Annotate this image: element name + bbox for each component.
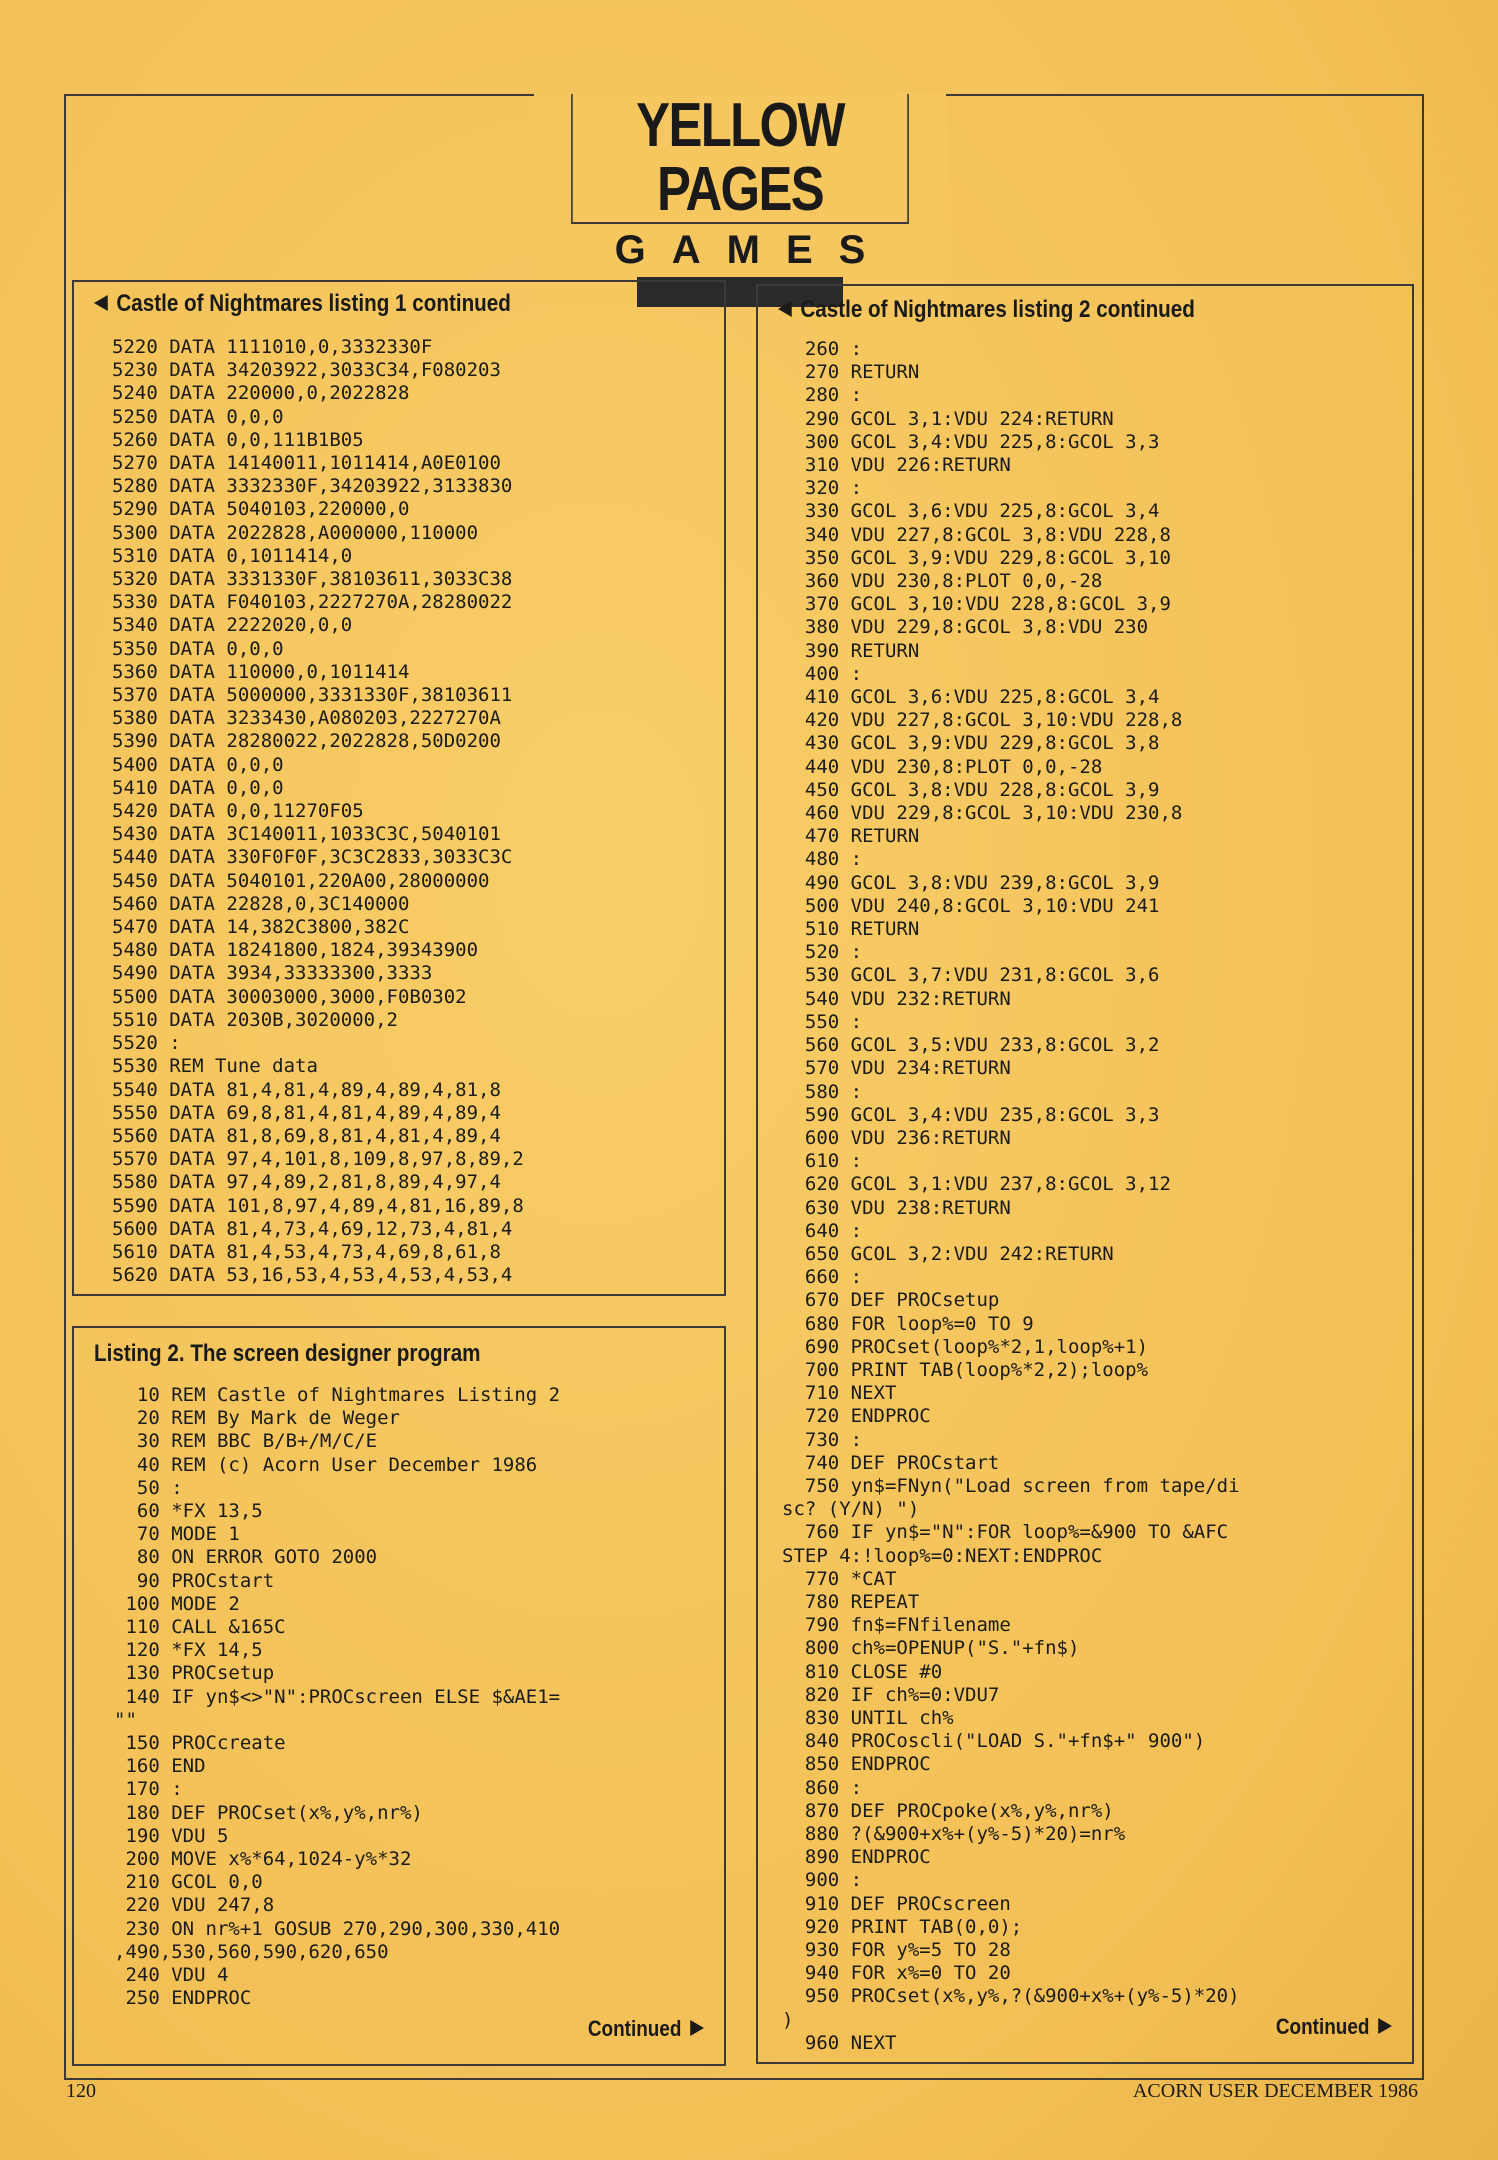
code-line: 780 REPEAT — [782, 1590, 920, 1613]
code-line: 920 PRINT TAB(0,0); — [782, 1915, 1023, 1938]
code-line: 820 IF ch%=0:VDU7 — [782, 1683, 1000, 1706]
code-line: 620 GCOL 3,1:VDU 237,8:GCOL 3,12 — [782, 1173, 1171, 1196]
code-line: 890 ENDPROC — [782, 1846, 931, 1869]
code-line: 420 VDU 227,8:GCOL 3,10:VDU 228,8 — [782, 709, 1183, 732]
code-line: 70 MODE 1 — [114, 1523, 240, 1546]
code-line: 930 FOR y%=5 TO 28 — [782, 1939, 1011, 1962]
code-line: 10 REM Castle of Nightmares Listing 2 — [114, 1384, 561, 1406]
code-line: 330 GCOL 3,6:VDU 225,8:GCOL 3,4 — [782, 500, 1160, 523]
code-line: 440 VDU 230,8:PLOT 0,0,-28 — [782, 755, 1103, 778]
code-line: 5310 DATA 0,1011414,0 — [112, 544, 353, 567]
code-line: 750 yn$=FNyn("Load screen from tape/di — [782, 1474, 1240, 1497]
code-line: 520 : — [782, 941, 863, 964]
code-line: 500 VDU 240,8:GCOL 3,10:VDU 241 — [782, 894, 1160, 917]
code-line: 5370 DATA 5000000,3331330F,38103611 — [112, 684, 513, 707]
code-line: 5270 DATA 14140011,1011414,A0E0100 — [112, 452, 501, 475]
code-line: 5260 DATA 0,0,111B1B05 — [112, 428, 364, 451]
listing3-title — [778, 296, 1195, 324]
code-line: 590 GCOL 3,4:VDU 235,8:GCOL 3,3 — [782, 1103, 1160, 1126]
code-line: 220 VDU 247,8 — [114, 1894, 275, 1917]
code-line: 640 : — [782, 1219, 863, 1242]
code-line: 530 GCOL 3,7:VDU 231,8:GCOL 3,6 — [782, 964, 1160, 987]
code-line: 610 : — [782, 1150, 863, 1173]
code-line: 860 : — [782, 1776, 863, 1799]
code-line: 300 GCOL 3,4:VDU 225,8:GCOL 3,3 — [782, 430, 1160, 453]
arrow-left-icon — [778, 301, 792, 317]
code-line: 740 DEF PROCstart — [782, 1451, 1000, 1474]
code-line: 230 ON nr%+1 GOSUB 270,290,300,330,410 — [114, 1917, 561, 1940]
code-line: 5380 DATA 3233430,A080203,2227270A — [112, 707, 501, 730]
code-line: 320 : — [782, 477, 863, 500]
code-line: 400 : — [782, 662, 863, 685]
code-line: 5550 DATA 69,8,81,4,81,4,89,4,89,4 — [112, 1101, 501, 1124]
code-line: 190 VDU 5 — [114, 1824, 229, 1847]
code-line: 700 PRINT TAB(loop%*2,2);loop% — [782, 1358, 1149, 1381]
code-line: 880 ?(&900+x%+(y%-5)*20)=nr% — [782, 1823, 1126, 1845]
code-line: 5610 DATA 81,4,53,4,73,4,69,8,61,8 — [112, 1240, 501, 1263]
code-line: 940 FOR x%=0 TO 20 — [782, 1962, 1011, 1985]
code-line: sc? (Y/N) ") — [782, 1498, 920, 1521]
code-line: 270 RETURN — [782, 361, 920, 384]
code-line: ,490,530,560,590,620,650 — [114, 1940, 389, 1963]
code-line: 5280 DATA 3332330F,34203922,3133830 — [112, 475, 513, 498]
code-line: 830 UNTIL ch% — [782, 1706, 954, 1729]
code-line: 790 fn$=FNfilename — [782, 1614, 1011, 1637]
code-line: 80 ON ERROR GOTO 2000 — [114, 1546, 378, 1569]
code-line: 960 NEXT — [782, 2031, 897, 2054]
arrow-left-icon — [94, 295, 108, 311]
code-line: 550 : — [782, 1010, 863, 1033]
code-line: 480 : — [782, 848, 863, 871]
code-line: 360 VDU 230,8:PLOT 0,0,-28 — [782, 570, 1103, 593]
code-line: 5350 DATA 0,0,0 — [112, 637, 284, 660]
code-line: 490 GCOL 3,8:VDU 239,8:GCOL 3,9 — [782, 871, 1160, 894]
code-line: 690 PROCset(loop%*2,1,loop%+1) — [782, 1335, 1149, 1358]
code-line: 5500 DATA 30003000,3000,F0B0302 — [112, 985, 467, 1008]
code-line: 100 MODE 2 — [114, 1592, 240, 1615]
code-line: 5220 DATA 1111010,0,3332330F — [112, 336, 433, 358]
code-line: 110 CALL &165C — [114, 1616, 286, 1639]
code-line: 310 VDU 226:RETURN — [782, 454, 1011, 477]
code-line: 390 RETURN — [782, 639, 920, 662]
listing3-continued — [1276, 2014, 1392, 2040]
code-line: 5620 DATA 53,16,53,4,53,4,53,4,53,4 — [112, 1264, 513, 1287]
arrow-right-icon — [690, 2020, 704, 2036]
code-line: 540 VDU 232:RETURN — [782, 987, 1011, 1010]
code-line: 410 GCOL 3,6:VDU 225,8:GCOL 3,4 — [782, 686, 1160, 709]
code-line: 210 GCOL 0,0 — [114, 1871, 263, 1894]
code-line: 260 : — [782, 338, 863, 360]
listing3-continued-text: Continued — [1276, 2014, 1370, 2039]
code-line: 600 VDU 236:RETURN — [782, 1126, 1011, 1149]
code-line: 150 PROCcreate — [114, 1732, 286, 1755]
code-line: 430 GCOL 3,9:VDU 229,8:GCOL 3,8 — [782, 732, 1160, 755]
code-line: 460 VDU 229,8:GCOL 3,10:VDU 230,8 — [782, 802, 1183, 825]
listing2-continued-text: Continued — [588, 2016, 682, 2041]
code-line: 580 : — [782, 1080, 863, 1103]
listing2-title: Listing 2. The screen designer program — [94, 1340, 481, 1367]
section-header — [534, 91, 946, 307]
arrow-right-icon — [1378, 2018, 1392, 2034]
code-line: 5410 DATA 0,0,0 — [112, 776, 284, 799]
code-line: 30 REM BBC B/B+/M/C/E — [114, 1430, 378, 1453]
code-line: 5600 DATA 81,4,73,4,69,12,73,4,81,4 — [112, 1217, 513, 1240]
listing2-box — [72, 1326, 726, 2066]
code-line: 5390 DATA 28280022,2022828,50D0200 — [112, 730, 501, 753]
code-line: 200 MOVE x%*64,1024-y%*32 — [114, 1848, 412, 1871]
code-line: 5530 REM Tune data — [112, 1055, 318, 1078]
listing3-title-text: Castle of Nightmares listing 2 continued — [800, 296, 1195, 323]
code-line: 470 RETURN — [782, 825, 920, 848]
code-line: 800 ch%=OPENUP("S."+fn$) — [782, 1637, 1080, 1660]
code-line: 850 ENDPROC — [782, 1753, 931, 1776]
code-line: 5480 DATA 18241800,1824,39343900 — [112, 939, 479, 962]
header-subtitle: GAMES — [614, 228, 892, 272]
listing2-code — [114, 1384, 560, 2010]
code-line: 60 *FX 13,5 — [114, 1500, 263, 1523]
code-line: 5570 DATA 97,4,101,8,109,8,97,8,89,2 — [112, 1148, 524, 1171]
code-line: 380 VDU 229,8:GCOL 3,8:VDU 230 — [782, 616, 1149, 639]
code-line: 5460 DATA 22828,0,3C140000 — [112, 892, 410, 915]
listing2-continued — [588, 2016, 704, 2042]
code-line: 130 PROCsetup — [114, 1662, 275, 1685]
code-line: 5290 DATA 5040103,220000,0 — [112, 498, 410, 521]
code-line: ) — [782, 2008, 794, 2031]
code-line: 5450 DATA 5040101,220A00,28000000 — [112, 869, 490, 892]
code-line: 350 GCOL 3,9:VDU 229,8:GCOL 3,10 — [782, 546, 1171, 569]
code-line: 720 ENDPROC — [782, 1405, 931, 1428]
code-line: 5230 DATA 34203922,3033C34,F080203 — [112, 359, 501, 382]
code-line: 710 NEXT — [782, 1382, 897, 1405]
code-line: 290 GCOL 3,1:VDU 224:RETURN — [782, 407, 1114, 430]
listing1-title — [94, 290, 511, 318]
code-line: 160 END — [114, 1755, 206, 1778]
code-line: 5240 DATA 220000,0,2022828 — [112, 382, 410, 405]
code-line: 170 : — [114, 1778, 183, 1801]
code-line: 770 *CAT — [782, 1567, 897, 1590]
header-title: YELLOW PAGES — [571, 94, 909, 224]
code-line: 5520 : — [112, 1032, 181, 1055]
code-line: 5510 DATA 2030B,3020000,2 — [112, 1008, 398, 1031]
code-line: 910 DEF PROCscreen — [782, 1892, 1011, 1915]
code-line: 5430 DATA 3C140011,1033C3C,5040101 — [112, 823, 501, 846]
code-line: 680 FOR loop%=0 TO 9 — [782, 1312, 1034, 1335]
code-line: 5420 DATA 0,0,11270F05 — [112, 800, 364, 823]
code-line: 630 VDU 238:RETURN — [782, 1196, 1011, 1219]
code-line: 20 REM By Mark de Weger — [114, 1407, 400, 1430]
code-line: 5440 DATA 330F0F0F,3C3C2833,3033C3C — [112, 846, 513, 869]
code-line: 250 ENDPROC — [114, 1987, 252, 2010]
code-line: 5300 DATA 2022828,A000000,110000 — [112, 521, 479, 544]
code-line: 370 GCOL 3,10:VDU 228,8:GCOL 3,9 — [782, 593, 1171, 616]
code-line: 140 IF yn$<>"N":PROCscreen ELSE $&AE1= — [114, 1685, 561, 1708]
code-line: 5470 DATA 14,382C3800,382C — [112, 916, 410, 939]
code-line: 870 DEF PROCpoke(x%,y%,nr%) — [782, 1799, 1114, 1822]
code-line: 810 CLOSE #0 — [782, 1660, 943, 1683]
publication-footer: ACORN USER DECEMBER 1986 — [1132, 2080, 1418, 2102]
code-line: 950 PROCset(x%,y%,?(&900+x%+(y%-5)*20) — [782, 1985, 1240, 2008]
code-line: 90 PROCstart — [114, 1569, 275, 1592]
code-line: 5580 DATA 97,4,89,2,81,8,89,4,97,4 — [112, 1171, 501, 1194]
code-line: 5400 DATA 0,0,0 — [112, 753, 284, 776]
listing1-code — [112, 336, 524, 1287]
code-line: 50 : — [114, 1476, 183, 1499]
listing3-code — [782, 338, 1240, 2055]
code-line: 40 REM (c) Acorn User December 1986 — [114, 1453, 538, 1476]
code-line: STEP 4:!loop%=0:NEXT:ENDPROC — [782, 1544, 1103, 1567]
code-line: 670 DEF PROCsetup — [782, 1289, 1000, 1312]
code-line: 730 : — [782, 1428, 863, 1451]
code-line: 560 GCOL 3,5:VDU 233,8:GCOL 3,2 — [782, 1034, 1160, 1057]
code-line: 5360 DATA 110000,0,1011414 — [112, 660, 410, 683]
code-line: 650 GCOL 3,2:VDU 242:RETURN — [782, 1242, 1114, 1265]
code-line: 450 GCOL 3,8:VDU 228,8:GCOL 3,9 — [782, 778, 1160, 801]
code-line: 5340 DATA 2222020,0,0 — [112, 614, 353, 637]
code-line: 840 PROCoscli("LOAD S."+fn$+" 900") — [782, 1730, 1206, 1753]
code-line: 900 : — [782, 1869, 863, 1892]
code-line: 5330 DATA F040103,2227270A,28280022 — [112, 591, 513, 614]
code-line: 660 : — [782, 1266, 863, 1289]
code-line: 510 RETURN — [782, 918, 920, 941]
code-line: "" — [114, 1708, 137, 1731]
code-line: 5540 DATA 81,4,81,4,89,4,89,4,81,8 — [112, 1078, 501, 1101]
code-line: 240 VDU 4 — [114, 1964, 229, 1987]
code-line: 280 : — [782, 384, 863, 407]
listing1-box — [72, 280, 726, 1296]
code-line: 340 VDU 227,8:GCOL 3,8:VDU 228,8 — [782, 523, 1171, 546]
code-line: 5560 DATA 81,8,69,8,81,4,81,4,89,4 — [112, 1124, 501, 1147]
code-line: 120 *FX 14,5 — [114, 1639, 263, 1662]
listing1-title-text: Castle of Nightmares listing 1 continued — [116, 290, 511, 317]
code-line: 5250 DATA 0,0,0 — [112, 405, 284, 428]
listing2-continued-box — [756, 284, 1414, 2064]
code-line: 5320 DATA 3331330F,38103611,3033C38 — [112, 568, 513, 591]
code-line: 5590 DATA 101,8,97,4,89,4,81,16,89,8 — [112, 1194, 524, 1217]
code-line: 5490 DATA 3934,33333300,3333 — [112, 962, 433, 985]
code-line: 180 DEF PROCset(x%,y%,nr%) — [114, 1801, 423, 1824]
code-line: 570 VDU 234:RETURN — [782, 1057, 1011, 1080]
page-number: 120 — [66, 2080, 96, 2102]
code-line: 760 IF yn$="N":FOR loop%=&900 TO &AFC — [782, 1521, 1229, 1544]
